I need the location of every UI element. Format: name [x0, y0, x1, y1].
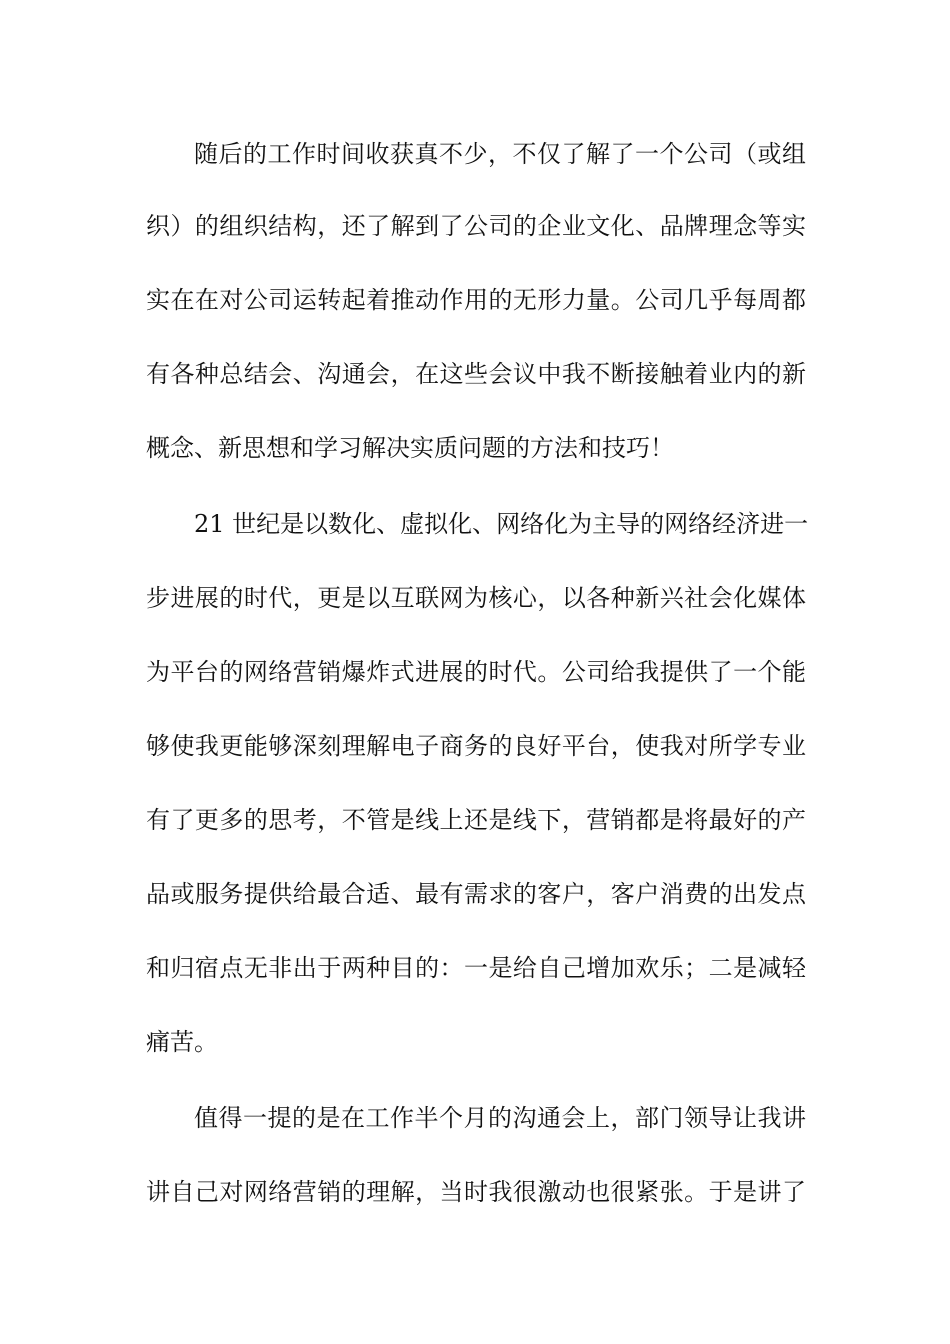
paragraph-3-line-1: 值得一提的是在工作半个月的沟通会上，部门领导让我讲 — [194, 1104, 806, 1132]
paragraph-2-line-2: 步进展的时代，更是以互联网为核心，以各种新兴社会化媒体 — [146, 584, 806, 612]
paragraph-1-line-4: 有各种总结会、沟通会，在这些会议中我不断接触着业内的新 — [146, 360, 806, 388]
paragraph-2-line-8: 痛苦。 — [146, 1028, 218, 1056]
paragraph-1-line-2: 织）的组织结构，还了解到了公司的企业文化、品牌理念等实 — [146, 212, 806, 240]
paragraph-1-line-3: 实在在对公司运转起着推动作用的无形力量。公司几乎每周都 — [146, 286, 806, 314]
paragraph-2-line-7: 和归宿点无非出于两种目的：一是给自己增加欢乐；二是减轻 — [146, 954, 806, 982]
paragraph-2-line-5: 有了更多的思考，不管是线上还是线下，营销都是将最好的产 — [146, 806, 806, 834]
paragraph-2-line-4: 够使我更能够深刻理解电子商务的良好平台，使我对所学专业 — [146, 732, 806, 760]
paragraph-1-line-1: 随后的工作时间收获真不少，不仅了解了一个公司（或组 — [194, 140, 806, 168]
paragraph-2-line-6: 品或服务提供给最合适、最有需求的客户，客户消费的出发点 — [146, 880, 806, 908]
paragraph-2-line-3: 为平台的网络营销爆炸式进展的时代。公司给我提供了一个能 — [146, 658, 806, 686]
paragraph-2-line-1: 21 世纪是以数化、虚拟化、网络化为主导的网络经济进一 — [194, 510, 809, 538]
paragraph-3-line-2: 讲自己对网络营销的理解，当时我很激动也很紧张。于是讲了 — [146, 1178, 806, 1206]
paragraph-1-line-5: 概念、新思想和学习解决实质问题的方法和技巧！ — [146, 434, 674, 462]
